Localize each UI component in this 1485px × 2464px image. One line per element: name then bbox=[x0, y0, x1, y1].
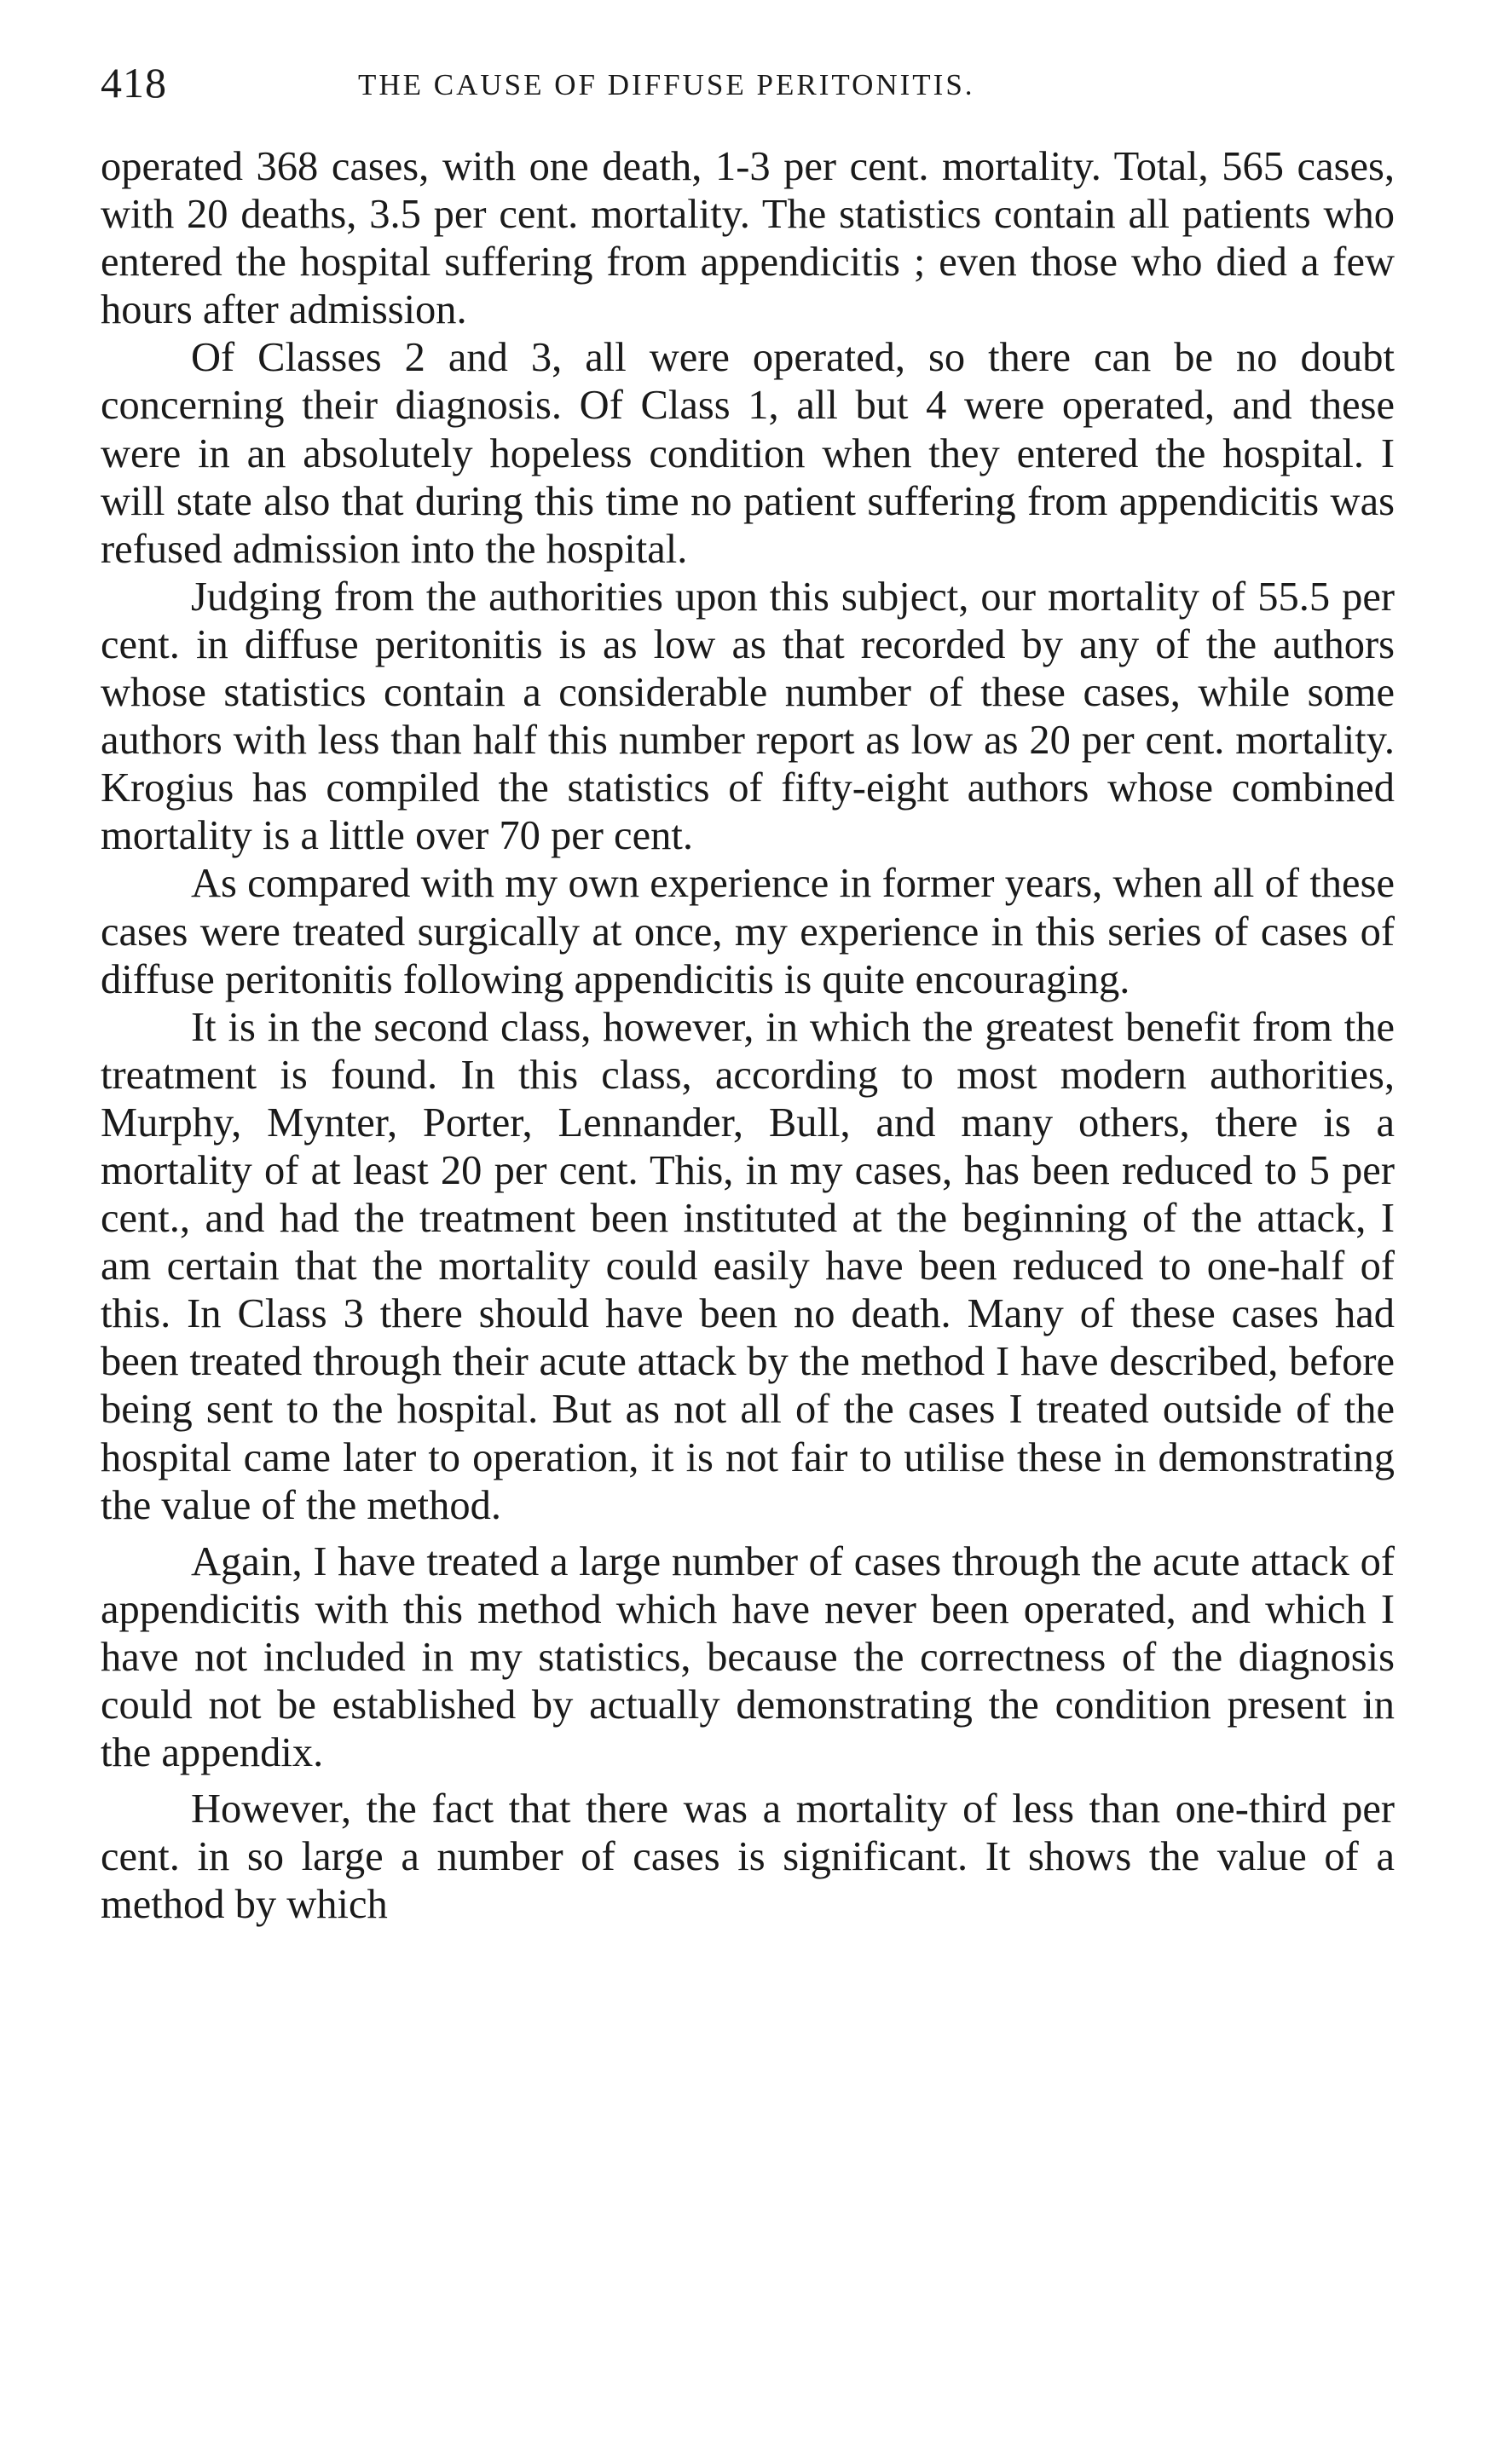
page-number: 418 bbox=[101, 59, 167, 107]
running-title: THE CAUSE OF DIFFUSE PERITONITIS. bbox=[358, 68, 975, 101]
paragraph-continued: operated 368 cases, with one death, 1-3 per cent. mortality. Total, 565 cases, with 20 deaths, 3.5 per cent. mortality. The statistics contain all patients who entered the hospital suffering from appendicitis ; even those who died a few hours after admission. bbox=[101, 144, 1395, 333]
body-text bbox=[101, 143, 1395, 1929]
paragraph-significance: However, the fact that there was a mortality of less than one-third per cent. in so large a number of cases is significant. It shows the value of a method by which bbox=[101, 1786, 1395, 1928]
paragraph-classes-operated: Of Classes 2 and 3, all were operated, so there can be no doubt concerning their diagnosis. Of Class 1, all but 4 were operated, and these were in an absolutely hopeless condition when they entered the hospital. I will state also that during this time no patient suffering from appendicitis was refused admission into the hospital. bbox=[101, 335, 1395, 572]
running-head bbox=[101, 53, 1405, 113]
paragraph-second-class: It is in the second class, however, in which the greatest benefit from the treatment is found. In this class, according to most modern authorities, Murphy, Mynter, Porter, Lennander, Bull, and many others, there is a mortality of at least 20 per cent. This, in my cases, has been reduced to 5 per cent., and had the treatment been instituted at the beginning of the attack, I am certain that the mortality could easily have been reduced to one-half of this. In Class 3 there should have been no death. Many of these cases had been treated through their acute attack by the method I have described, before being sent to the hospital. But as not all of the cases I treated outside of the hospital came later to operation, it is not fair to utilise these in demonstrating the value of the method. bbox=[101, 1004, 1395, 1528]
paragraph-former-experience: As compared with my own experience in former years, when all of these cases were treated surgically at once, my experience in this series of cases of diffuse peritonitis following appendicitis is quite encouraging. bbox=[101, 861, 1395, 1002]
paragraph-acute-attack: Again, I have treated a large number of cases through the acute attack of appendicitis with this method which have never been operated, and which I have not included in my statistics, because the correctness of the diagnosis could not be established by actually demonstrating the condition present in the appendix. bbox=[101, 1538, 1395, 1776]
paragraph-mortality-comparison: Judging from the authorities upon this subject, our mortality of 55.5 per cent. in diffuse peritonitis is as low as that recorded by any of the authors whose statistics contain a considerable number of these cases, while some authors with less than half this number report as low as 20 per cent. mortality. Krogius has compiled the statistics of fifty-eight authors whose combined mortality is a little over 70 per cent. bbox=[101, 574, 1395, 859]
